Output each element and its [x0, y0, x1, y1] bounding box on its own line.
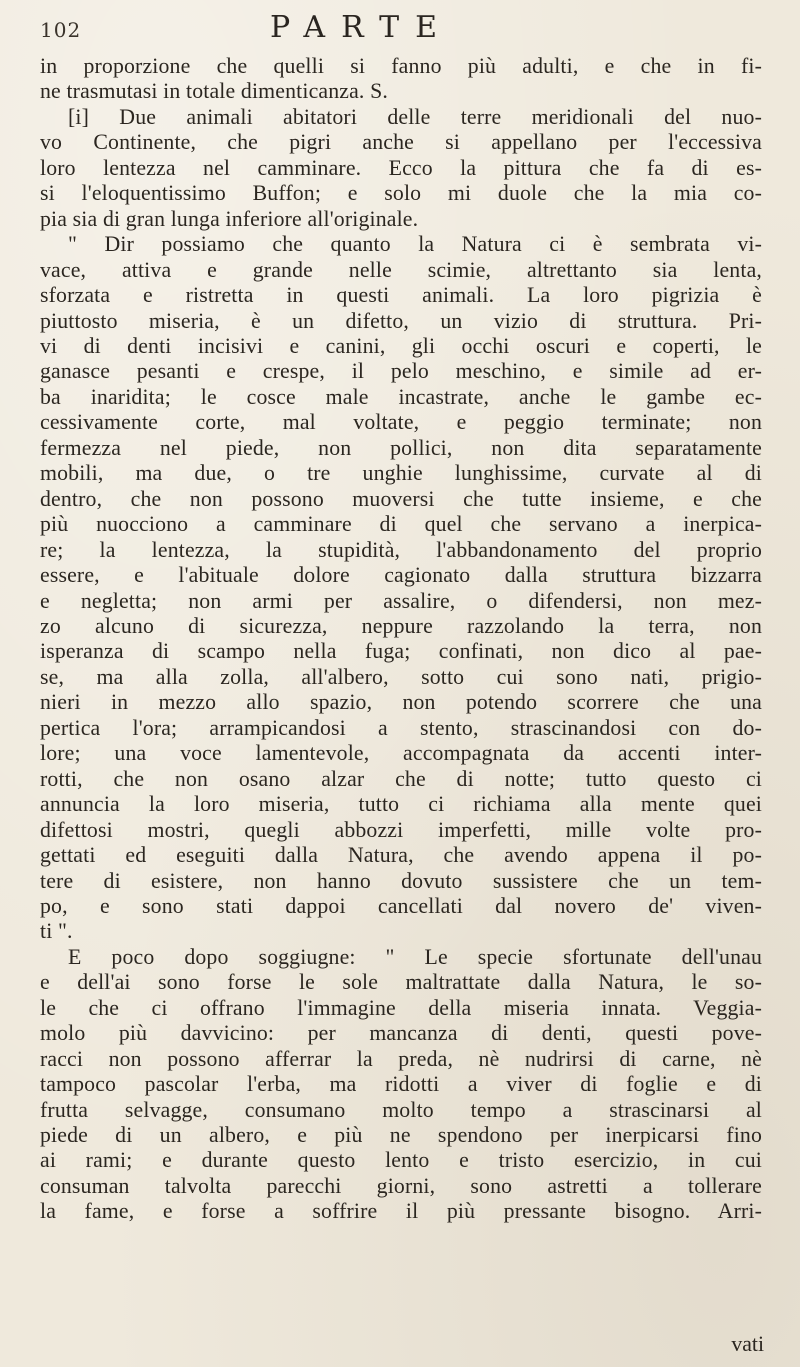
text-line: rotti, che non osano alzar che di notte; tutto questo ci — [40, 766, 762, 791]
text-line: se, ma alla zolla, all'albero, sotto cui sono nati, prigio- — [40, 664, 762, 689]
text-line: tampoco pascolar l'erba, ma ridotti a viver di foglie e di — [40, 1072, 762, 1097]
text-line: ba inaridita; le cosce male incastrate, anche le gambe ec- — [40, 384, 762, 409]
text-line: fermezza nel piede, non pollici, non dita separatamente — [40, 435, 762, 460]
body-text — [40, 54, 762, 1225]
text-line: re; la lentezza, la stupidità, l'abbandonamento del proprio — [40, 537, 762, 562]
text-line: e negletta; non armi per assalire, o difendersi, non mez- — [40, 588, 762, 613]
text-line: po, e sono stati dappoi cancellati dal novero de' viven- — [40, 893, 762, 918]
text-line: annuncia la loro miseria, tutto ci richiama alla mente quei — [40, 792, 762, 817]
text-line: si l'eloquentissimo Buffon; e solo mi duole che la mia co- — [40, 181, 762, 206]
quote-start-line: " Dir possiamo che quanto la Natura ci è sembrata vi- — [68, 232, 762, 257]
text-line: gettati ed eseguiti dalla Natura, che avendo appena il po- — [40, 843, 762, 868]
catchword: vati — [731, 1332, 764, 1356]
text-line: in proporzione che quelli si fanno più adulti, e che in fi- — [40, 54, 762, 78]
text-line: nieri in mezzo allo spazio, non potendo scorrere che una — [40, 690, 762, 715]
text-line: consuman talvolta parecchi giorni, sono astretti a tollerare — [40, 1173, 762, 1198]
running-head: PARTE — [270, 10, 454, 45]
text-line: racci non possono afferrar la preda, nè nudrirsi di carne, nè — [40, 1046, 762, 1071]
text-line: frutta selvagge, consumano molto tempo a strascinarsi al — [40, 1097, 762, 1122]
text-line: piede di un albero, e più ne spendono per inerpicarsi fino — [40, 1123, 762, 1148]
text-line: più nuocciono a camminare di quel che servano a inerpica- — [40, 512, 762, 537]
text-line: difettosi mostri, quegli abbozzi imperfetti, mille volte pro- — [40, 817, 762, 842]
text-line: la fame, e forse a soffrire il più pressante bisogno. Arri- — [40, 1199, 762, 1224]
page-header — [40, 10, 760, 50]
text-line: sforzata e ristretta in questi animali. La loro pigrizia è — [40, 283, 762, 308]
text-line: mobili, ma due, o tre unghie lunghissime, curvate al di — [40, 461, 762, 486]
text-line: cessivamente corte, mal voltate, e peggio terminate; non — [40, 410, 762, 435]
page-number: 102 — [40, 18, 82, 42]
text-line: isperanza di scampo nella fuga; confinati, non dico al pae- — [40, 639, 762, 664]
text-line: ganasce pesanti e crespe, il pelo meschino, e simile ad er- — [40, 359, 762, 384]
text-line: tere di esistere, non hanno dovuto sussistere che un tem- — [40, 868, 762, 893]
text-line: piuttosto miseria, è un difetto, un vizio di struttura. Pri- — [40, 308, 762, 333]
text-line: lore; una voce lamentevole, accompagnata da accenti inter- — [40, 741, 762, 766]
text-line: ti ". — [40, 919, 73, 944]
text-line: loro lentezza nel camminare. Ecco la pittura che fa di es- — [40, 155, 762, 180]
text-line: pertica l'ora; arrampicandosi a stento, strascinandosi con do- — [40, 715, 762, 740]
text-line: le che ci offrano l'immagine della miseria innata. Veggia- — [40, 995, 762, 1020]
text-line: dentro, che non possono muoversi che tutte insieme, e che — [40, 486, 762, 511]
paragraph-start-line: E poco dopo soggiugne: " Le specie sfortunate dell'unau — [68, 944, 762, 969]
text-line: zo alcuno di sicurezza, neppure razzolando la terra, non — [40, 613, 762, 638]
text-line: essere, e l'abituale dolore cagionato dalla struttura bizzarra — [40, 563, 762, 588]
text-line: vi di denti incisivi e canini, gli occhi oscuri e coperti, le — [40, 333, 762, 358]
text-line: molo più davvicino: per mancanza di denti, questi pove- — [40, 1021, 762, 1046]
footnote-start-line: [i] Due animali abitatori delle terre meridionali del nuo- — [68, 104, 762, 129]
text-line: pia sia di gran lunga inferiore all'originale. — [40, 206, 419, 231]
text-line: ai rami; e durante questo lento e tristo esercizio, in cui — [40, 1148, 762, 1173]
text-line: vo Continente, che pigri anche si appellano per l'eccessiva — [40, 130, 762, 155]
text-line: e dell'ai sono forse le sole maltrattate dalla Natura, le so- — [40, 970, 762, 995]
text-line: vace, attiva e grande nelle scimie, altrettanto sia lenta, — [40, 257, 762, 282]
text-line: ne trasmutasi in totale dimenticanza. S. — [40, 79, 388, 104]
